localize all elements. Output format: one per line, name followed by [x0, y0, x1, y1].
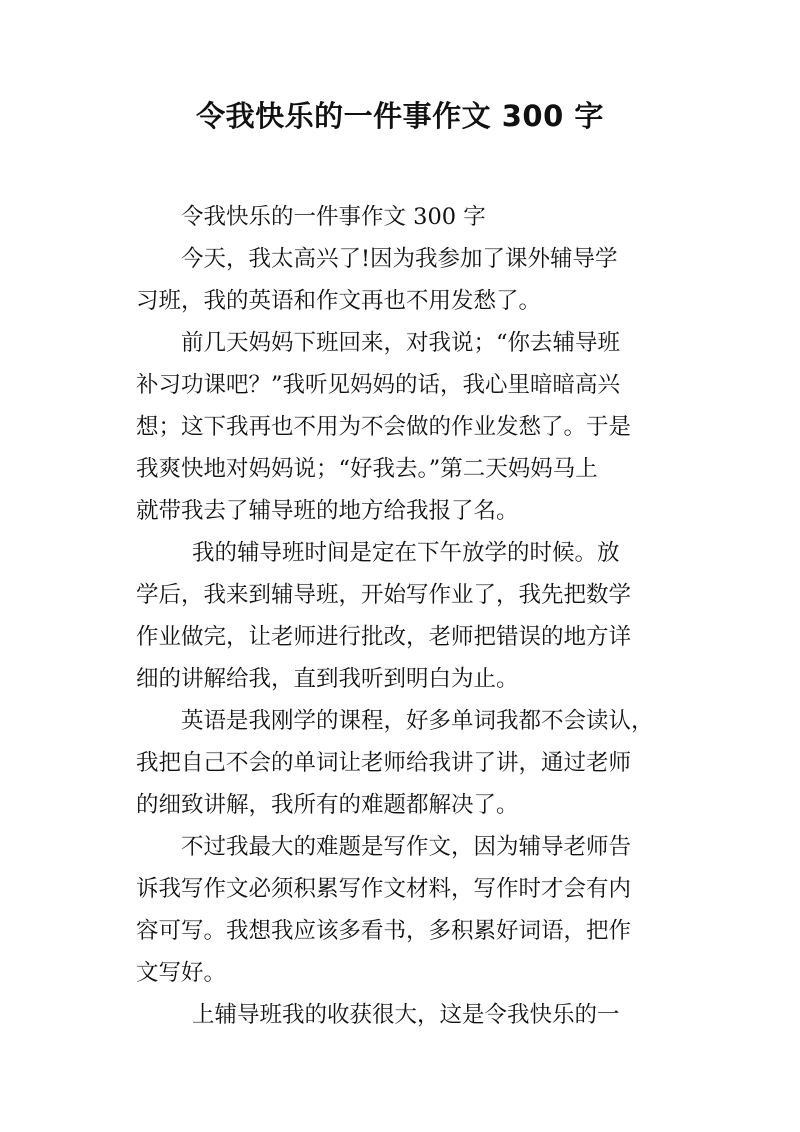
- essay-line: 就带我去了辅导班的地方给我报了名。: [136, 498, 519, 524]
- essay-line: 不过我最大的难题是写作文，因为辅导老师告: [181, 834, 632, 860]
- essay-line: 我爽快地对妈妈说；“好我去。”第二天妈妈马上: [136, 456, 598, 482]
- essay-line: 前几天妈妈下班回来，对我说；“你去辅导班: [181, 330, 621, 356]
- essay-line: 上辅导班我的收获很大，这是令我快乐的一: [192, 1002, 620, 1028]
- essay-line: 今天，我太高兴了!因为我参加了课外辅导学: [181, 246, 618, 272]
- essay-line: 细的讲解给我，直到我听到明白为止。: [136, 666, 519, 692]
- essay-line: 习班，我的英语和作文再也不用发愁了。: [136, 288, 542, 314]
- essay-line: 容可写。我想我应该多看书，多积累好词语，把作: [136, 918, 632, 944]
- essay-line: 诉我写作文必须积累写作文材料，写作时才会有内: [136, 876, 632, 902]
- essay-line: 文写好。: [136, 960, 227, 986]
- essay-line: 我把自己不会的单词让老师给我讲了讲，通过老师: [136, 750, 632, 776]
- essay-line: 的细致讲解，我所有的难题都解决了。: [136, 792, 519, 818]
- page-title: 令我快乐的一件事作文 300 字: [196, 99, 604, 133]
- essay-body: [136, 196, 676, 1036]
- essay-line: 学后，我来到辅导班，开始写作业了，我先把数学: [136, 582, 632, 608]
- essay-line: 作业做完，让老师进行批改，老师把错误的地方详: [136, 624, 632, 650]
- essay-subtitle-line: 令我快乐的一件事作文 300 字: [181, 204, 486, 230]
- essay-line: 想；这下我再也不用为不会做的作业发愁了。于是: [136, 414, 632, 440]
- essay-line: 补习功课吧？”我听见妈妈的话，我心里暗暗高兴: [136, 372, 621, 398]
- essay-line: 我的辅导班时间是定在下午放学的时候。放: [192, 540, 620, 566]
- essay-line: 英语是我刚学的课程，好多单词我都不会读认，: [181, 708, 654, 734]
